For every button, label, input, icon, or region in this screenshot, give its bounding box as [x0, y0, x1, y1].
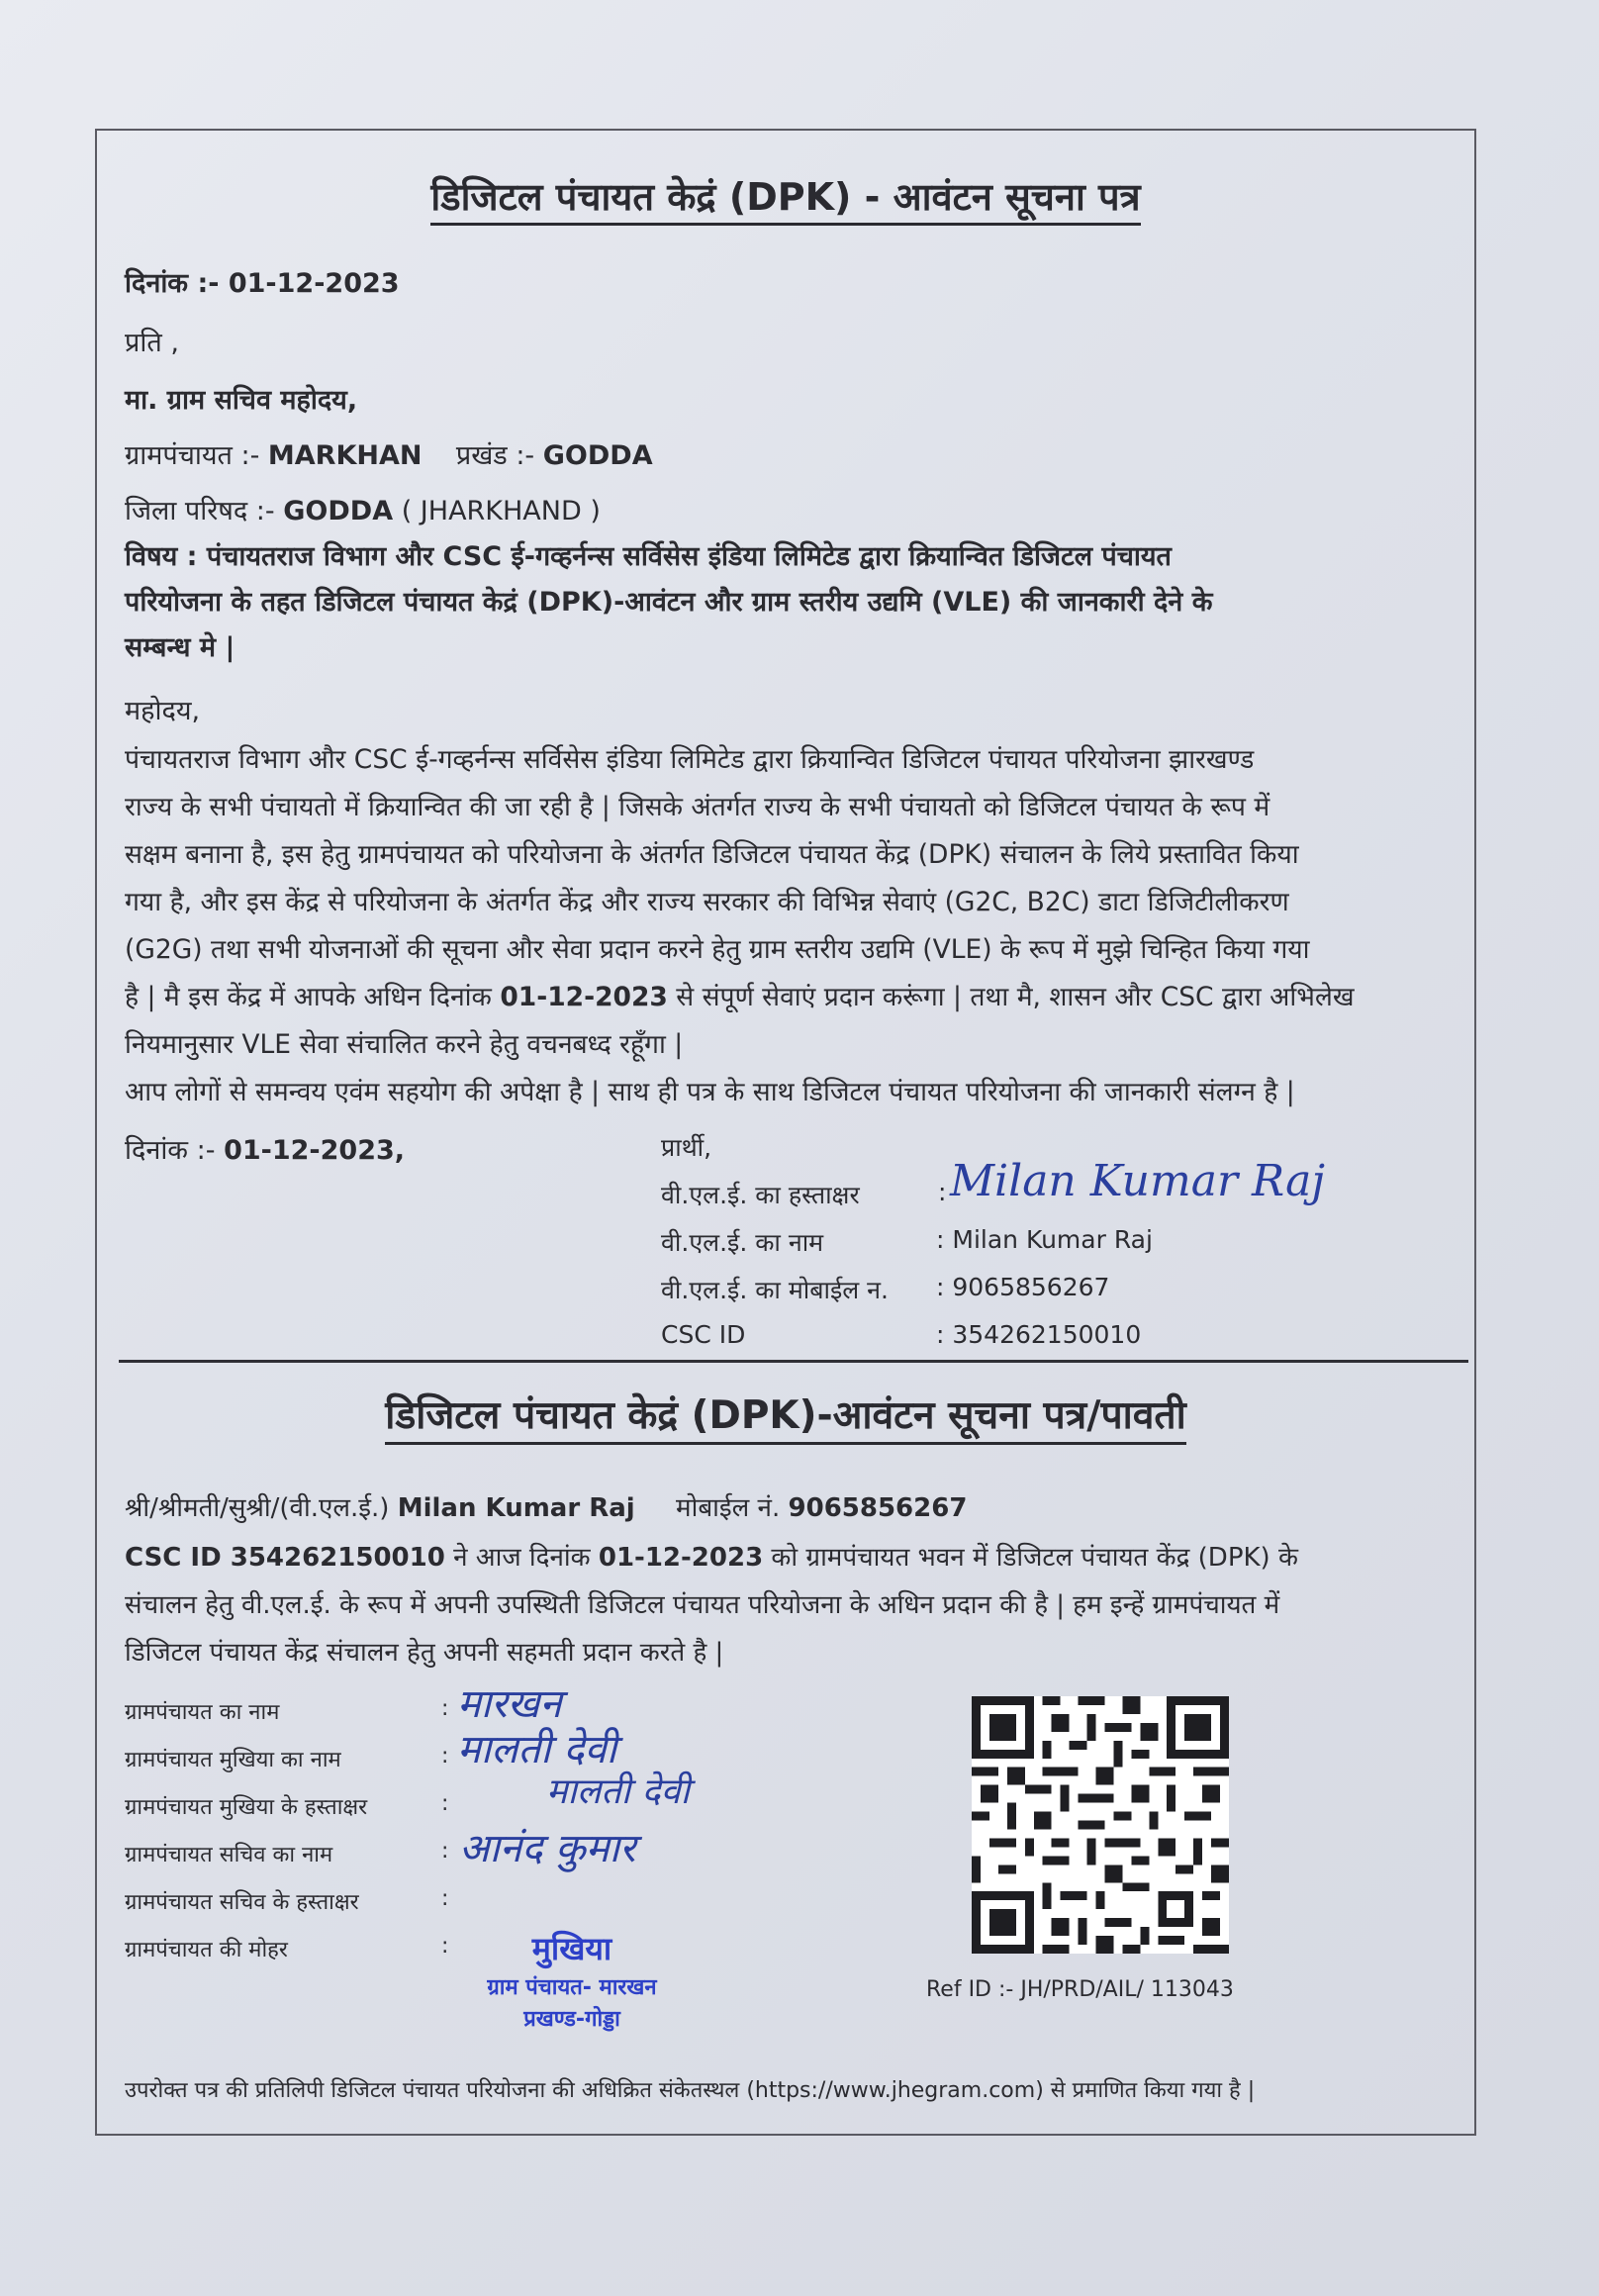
field-colon: :	[441, 1744, 449, 1769]
letter-body: पंचायतराज विभाग और CSC ई-गव्हर्नन्स सर्विसेस इंडिया लिमिटेड द्वारा क्रियान्वित डिजिटल पंचायत परियोजना झारखण्ड राज्य के सभी पंचायतो में क्रियान्वित की जा रही है | जिसके अंतर्गत राज्य के सभी पंचायतो को डिजिटल पंचायत के रूप में सक्षम बनाना है, इस हेतु ग्रामपंचायत को परियोजना के अंतर्गत डिजिटल पंचायत केंद्र (DPK) संचालन के लिये प्रस्तावित किया गया है, और इस केंद्र से परियोजना के अंतर्गत केंद्र और राज्य सरकार की विभिन्न सेवाएं (G2C, B2C) डाटा डिजिटीलीकरण (G2G) तथा सभी योजनाओं की सूचना और सेवा प्रदान करने हेतु ग्राम स्तरीय उद्यमि (VLE) के रूप में मुझे चिन्हित किया गया है | मै इस केंद्र में आपके अधिन दिनांक 01-12-2023 से संपूर्ण सेवाएं प्रदान करूंगा | तथा मै, शासन और CSC द्वारा अभिलेख नियमानुसार VLE सेवा संचालित करने हेतु वचनबध्द रहूँगा | आप लोगों से समन्वय एवंम सहयोग की अपेक्षा है | साथ ही पत्र के साथ डिजिटल पंचायत परियोजना की जानकारी संलग्न है |	[125, 744, 1355, 1107]
vle-signature-colon: :	[938, 1178, 947, 1206]
vle-signature-label: वी.एल.ई. का हस्ताक्षर	[661, 1181, 860, 1209]
hand-mukhiya-name: मालती देवी	[457, 1727, 617, 1772]
field-colon: :	[441, 1934, 449, 1959]
field-colon: :	[441, 1839, 449, 1864]
receipt-body: CSC ID 354262150010 ने आज दिनांक 01-12-2023 को ग्रामपंचायत भवन में डिजिटल पंचायत केंद्र (DPK) के संचालन हेतु वी.एल.ई. के रूप में अपनी उपस्थिती डिजिटल पंचायत परियोजना के अधिन प्रदान की है | हम इन्हें ग्रामपंचायत में डिजिटल पंचायत केंद्र संचालन हेतु अपनी सहमती प्रदान करते है |	[125, 1543, 1298, 1668]
field-label-mukhiya-name: ग्रामपंचायत मुखिया का नाम	[125, 1748, 341, 1772]
salutation: महोदय,	[125, 696, 201, 726]
subject: विषय : पंचायतराज विभाग और CSC ई-गव्हर्नन्स सर्विसेस इंडिया लिमिटेड द्वारा क्रियान्वित डिजिटल पंचायत परियोजना के तहत डिजिटल पंचायत केद्रं (DPK)-आवंटन और ग्राम स्तरीय उद्यमि (VLE) की जानकारी देने के सम्बन्ध मे |	[125, 541, 1213, 663]
prati: प्रति ,	[125, 328, 179, 358]
reference-id: Ref ID :- JH/PRD/AIL/ 113043	[926, 1977, 1234, 2002]
gram-block-line: ग्रामपंचायत :- MARKHAN प्रखंड :- GODDA	[125, 440, 653, 471]
hand-sachiv-name: आनंद कुमार	[459, 1826, 636, 1871]
csc-id-value: : 354262150010	[936, 1320, 1142, 1349]
vle-signature: Milan Kumar Raj	[950, 1156, 1325, 1206]
qr-code-icon	[972, 1696, 1229, 1954]
footer-date: दिनांक :- 01-12-2023,	[125, 1135, 406, 1166]
applicant-label: प्रार्थी,	[661, 1133, 712, 1162]
field-colon: :	[441, 1791, 449, 1816]
section-divider	[119, 1360, 1468, 1363]
hand-gram-name: मारखन	[457, 1681, 562, 1727]
field-label-sachiv-name: ग्रामपंचायत सचिव का नाम	[125, 1843, 333, 1867]
field-label-seal: ग्रामपंचायत की मोहर	[125, 1938, 288, 1962]
receipt-title: डिजिटल पंचायत केद्रं (DPK)-आवंटन सूचना पत्र/पावती	[97, 1387, 1474, 1440]
vle-mobile-value: : 9065856267	[936, 1273, 1110, 1301]
vle-name-label: वी.एल.ई. का नाम	[661, 1228, 824, 1257]
district-line: जिला परिषद :- GODDA ( JHARKHAND )	[125, 496, 601, 526]
vle-name-value: : Milan Kumar Raj	[936, 1225, 1153, 1254]
letter-sheet	[95, 129, 1476, 2136]
field-colon: :	[441, 1696, 449, 1721]
panchayat-seal: मुखिया ग्राम पंचायत- मारखन प्रखण्ड-गोड्डा	[487, 1930, 657, 2032]
mukhiya-signature: मालती देवी	[546, 1771, 691, 1812]
letter-title: डिजिटल पंचायत केद्रं (DPK) - आवंटन सूचना पत्र	[97, 170, 1474, 222]
field-colon: :	[441, 1886, 449, 1911]
date-line: दिनांक :- 01-12-2023	[125, 268, 400, 299]
csc-id-label: CSC ID	[661, 1320, 746, 1349]
receipt-vle-line: श्री/श्रीमती/सुश्री/(वी.एल.ई.) Milan Kumar Raj मोबाईल नं. 9065856267	[125, 1493, 968, 1523]
field-label-sachiv-signature: ग्रामपंचायत सचिव के हस्ताक्षर	[125, 1890, 359, 1915]
field-label-gram-name: ग्रामपंचायत का नाम	[125, 1700, 280, 1725]
vle-mobile-label: वी.एल.ई. का मोबाईल न.	[661, 1276, 890, 1304]
field-label-mukhiya-signature: ग्रामपंचायत मुखिया के हस्ताक्षर	[125, 1795, 368, 1820]
addressee: मा. ग्राम सचिव महोदय,	[125, 385, 358, 416]
verification-footer: उपरोक्त पत्र की प्रतिलिपी डिजिटल पंचायत परियोजना की अधिक्रित संकेतस्थल (https://www.jhegram.com) से प्रमाणित किया गया है |	[125, 2078, 1256, 2103]
